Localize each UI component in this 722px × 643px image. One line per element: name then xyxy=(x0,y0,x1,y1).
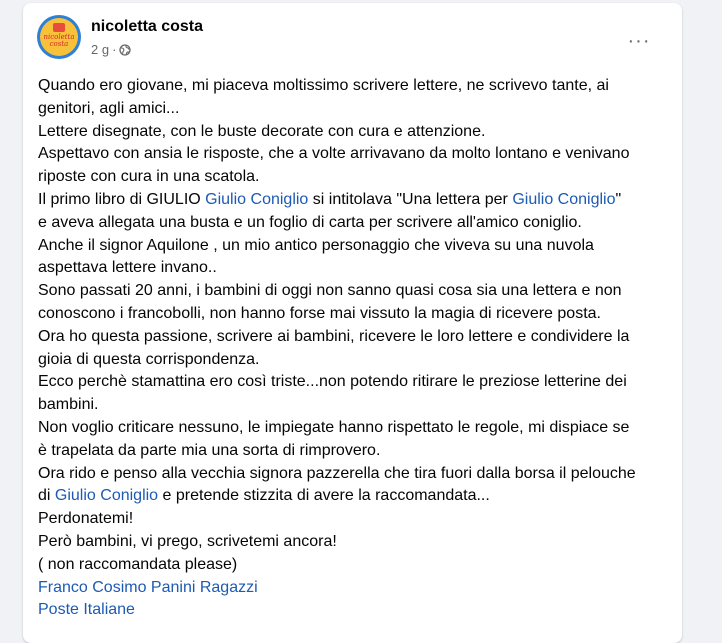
mention-link[interactable]: Giulio Coniglio xyxy=(512,190,616,208)
post-text-line xyxy=(38,599,678,622)
post-text-line xyxy=(38,212,678,235)
avatar-logo-text: nicoletta costa xyxy=(43,33,75,48)
post-text-line xyxy=(38,75,678,98)
text-segment: gioia di questa corrispondenza. xyxy=(38,350,260,368)
text-segment: Il primo libro di GIULIO xyxy=(38,190,206,208)
text-segment: genitori, agli amici... xyxy=(38,99,180,117)
post-text-line xyxy=(38,485,678,508)
post-text xyxy=(38,75,678,622)
post-text-line xyxy=(38,235,678,258)
text-segment: ( non raccomandata please) xyxy=(38,555,238,573)
text-segment: bambini. xyxy=(38,396,99,414)
text-segment: Lettere disegnate, con le buste decorate con cura e attenzione. xyxy=(38,122,486,140)
mention-link[interactable]: Giulio Coniglio xyxy=(54,487,159,505)
post-card xyxy=(23,3,682,643)
post-text-line xyxy=(38,508,678,531)
post-text-line xyxy=(38,303,678,326)
text-segment: Però bambini, vi prego, scrivetemi ancora! xyxy=(38,532,337,550)
post-text-line xyxy=(38,463,678,486)
post-text-line xyxy=(38,371,678,394)
post-header xyxy=(37,15,667,65)
post-meta xyxy=(91,42,131,57)
text-segment: Ora rido e penso alla vecchia signora pazzerella che tira fuori dalla borsa il pelouche xyxy=(38,464,636,482)
avatar[interactable] xyxy=(37,15,81,59)
post-text-line xyxy=(38,531,678,554)
mention-link[interactable]: Poste Italiane xyxy=(38,601,135,619)
post-text-line xyxy=(38,257,678,280)
post-text-line xyxy=(38,554,678,577)
post-text-line xyxy=(38,394,678,417)
text-segment: di xyxy=(38,487,55,505)
post-text-line xyxy=(38,349,678,372)
post-text-line xyxy=(38,326,678,349)
post-text-line xyxy=(38,189,678,212)
mention-link[interactable]: Franco Cosimo Panini Ragazzi xyxy=(38,578,258,596)
text-segment: conoscono i francobolli, non hanno forse mai vissuto la magia di ricevere posta. xyxy=(38,304,601,322)
post-text-line xyxy=(38,98,678,121)
post-text-line xyxy=(38,577,678,600)
text-segment: e aveva allegata una busta e un foglio di carta per scrivere all'amico coniglio. xyxy=(38,213,582,231)
post-time[interactable]: 2 g xyxy=(91,42,110,57)
post-text-line xyxy=(38,440,678,463)
text-segment: Non voglio criticare nessuno, le impiegate hanno rispettato le regole, mi dispiace se xyxy=(38,418,630,436)
meta-separator: · xyxy=(112,42,117,57)
text-segment: Aspettavo con ansia le risposte, che a volte arrivavano da molto lontano e venivano xyxy=(38,145,630,163)
text-segment: " xyxy=(615,190,622,208)
text-segment: Perdonatemi! xyxy=(38,510,134,528)
author-name[interactable]: nicoletta costa xyxy=(91,18,204,35)
text-segment: aspettava lettere invano.. xyxy=(38,259,217,277)
text-segment: è trapelata da parte mia una sorta di rimprovero. xyxy=(38,441,381,459)
text-segment: e pretende stizzita di avere la raccomandata... xyxy=(158,487,490,505)
text-segment: Quando ero giovane, mi piaceva moltissimo scrivere lettere, ne scrivevo tante, ai xyxy=(38,77,609,94)
text-segment: Anche il signor Aquilone , un mio antico personaggio che viveva su una nuvola xyxy=(38,236,594,254)
globe-icon[interactable] xyxy=(119,44,131,56)
post-text-line xyxy=(38,417,678,440)
more-options-icon[interactable]: ··· xyxy=(627,29,651,52)
post-text-line xyxy=(38,166,678,189)
post-text-line xyxy=(38,121,678,144)
text-segment: Ora ho questa passione, scrivere ai bambini, ricevere le loro lettere e condividere la xyxy=(38,327,630,345)
text-segment: Ecco perchè stamattina ero così triste...non potendo ritirare le preziose letterine dei xyxy=(38,373,627,391)
post-text-line xyxy=(38,143,678,166)
text-segment: Sono passati 20 anni, i bambini di oggi non sanno quasi cosa sia una lettera e non xyxy=(38,282,622,300)
text-segment: riposte con cura in una scatola. xyxy=(38,168,260,186)
post-text-line xyxy=(38,280,678,303)
text-segment: si intitolava "Una lettera per xyxy=(308,190,513,208)
mention-link[interactable]: Giulio Coniglio xyxy=(205,190,309,208)
avatar-mark-icon xyxy=(53,23,65,32)
avatar-logo xyxy=(40,18,78,56)
